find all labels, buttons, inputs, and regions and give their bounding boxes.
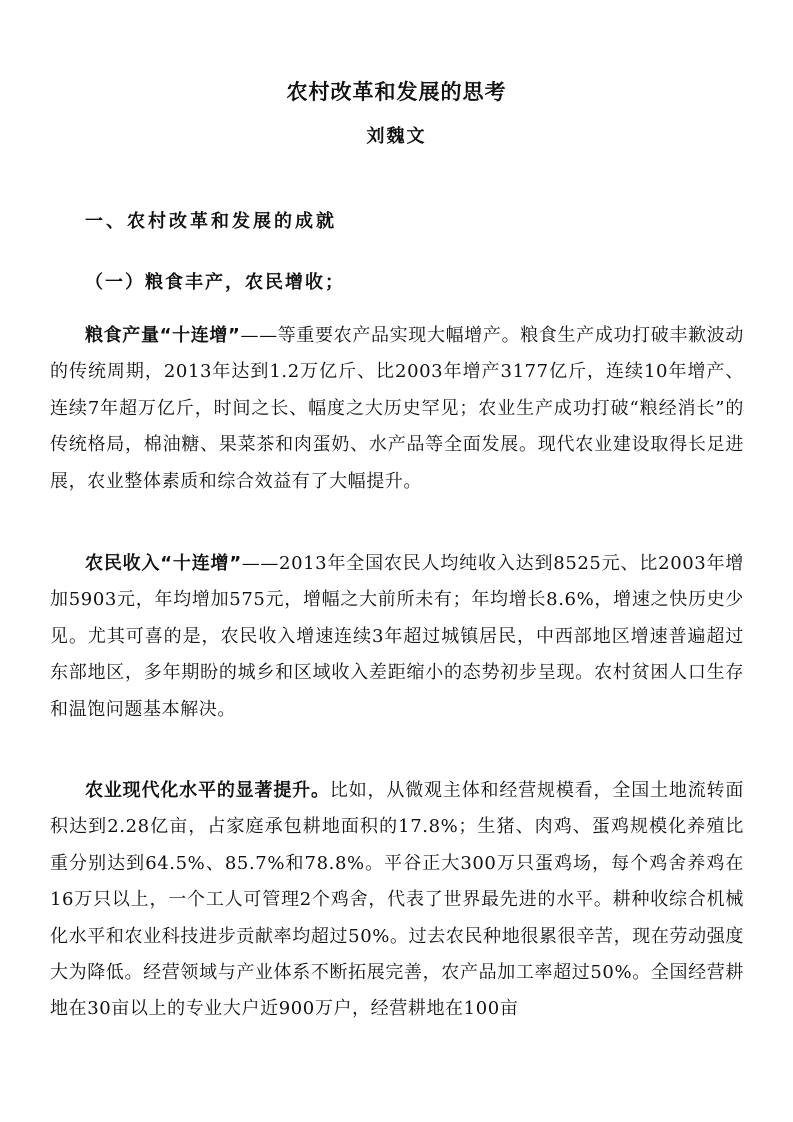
section-heading: 一、农村改革和发展的成就 (85, 211, 337, 232)
paragraph-grain-output (50, 318, 744, 500)
paragraph-body: ——2013年全国农民人均纯收入达到8525元、比2003年增加5903元，年均增加575元，增幅之大前所未有；年均增长8.6%，增速之快历史少见。尤其可喜的是，农民收入增速连续3年超过城镇居民，中西部地区增速普遍超过东部地区，多年期盼的城乡和区域收入差距缩小的态势初步呈现。农村贫困人口生存和温饱问题基本解决。 (50, 553, 744, 720)
paragraph-lead: 农民收入“十连增” (85, 553, 242, 574)
subsection-heading: （一）粮食丰产，农民增收； (85, 272, 345, 293)
paragraph-body: ——等重要农产品实现大幅增产。粮食生产成功打破丰歉波动的传统周期，2013年达到1.2万亿斤、比2003年增产3177亿斤，连续10年增产、连续7年超万亿斤，时间之长、幅度之大历史罕见；农业生产成功打破“粮经消长”的传统格局，棉油糖、果菜茶和肉蛋奶、水产品等全面发展。现代农业建设取得长足进展，农业整体素质和综合效益有了大幅提升。 (50, 325, 744, 492)
paragraph-lead: 农业现代化水平的显著提升。 (85, 780, 330, 801)
paragraph-lead: 粮食产量“十连增” (85, 325, 241, 346)
document-title: 农村改革和发展的思考 (286, 80, 507, 104)
paragraph-modernization (50, 773, 744, 1028)
paragraph-body: 比如，从微观主体和经营规模看，全国土地流转面积达到2.28亿亩，占家庭承包耕地面积的17.8%；生猪、肉鸡、蛋鸡规模化养殖比重分别达到64.5%、85.7%和78.8%。平谷正大300万只蛋鸡场，每个鸡舍养鸡在16万只以上，一个工人可管理2个鸡舍，代表了世界最先进的水平。耕种收综合机械化水平和农业科技进步贡献率均超过50%。过去农民种地很累很辛苦，现在劳动强度大为降低。经营领域与产业体系不断拓展完善，农产品加工率超过50%。全国经营耕地在30亩以上的专业大户近900万户，经营耕地在100亩 (50, 780, 744, 1020)
document-author: 刘魏文 (366, 126, 427, 147)
paragraph-farmer-income (50, 546, 744, 728)
